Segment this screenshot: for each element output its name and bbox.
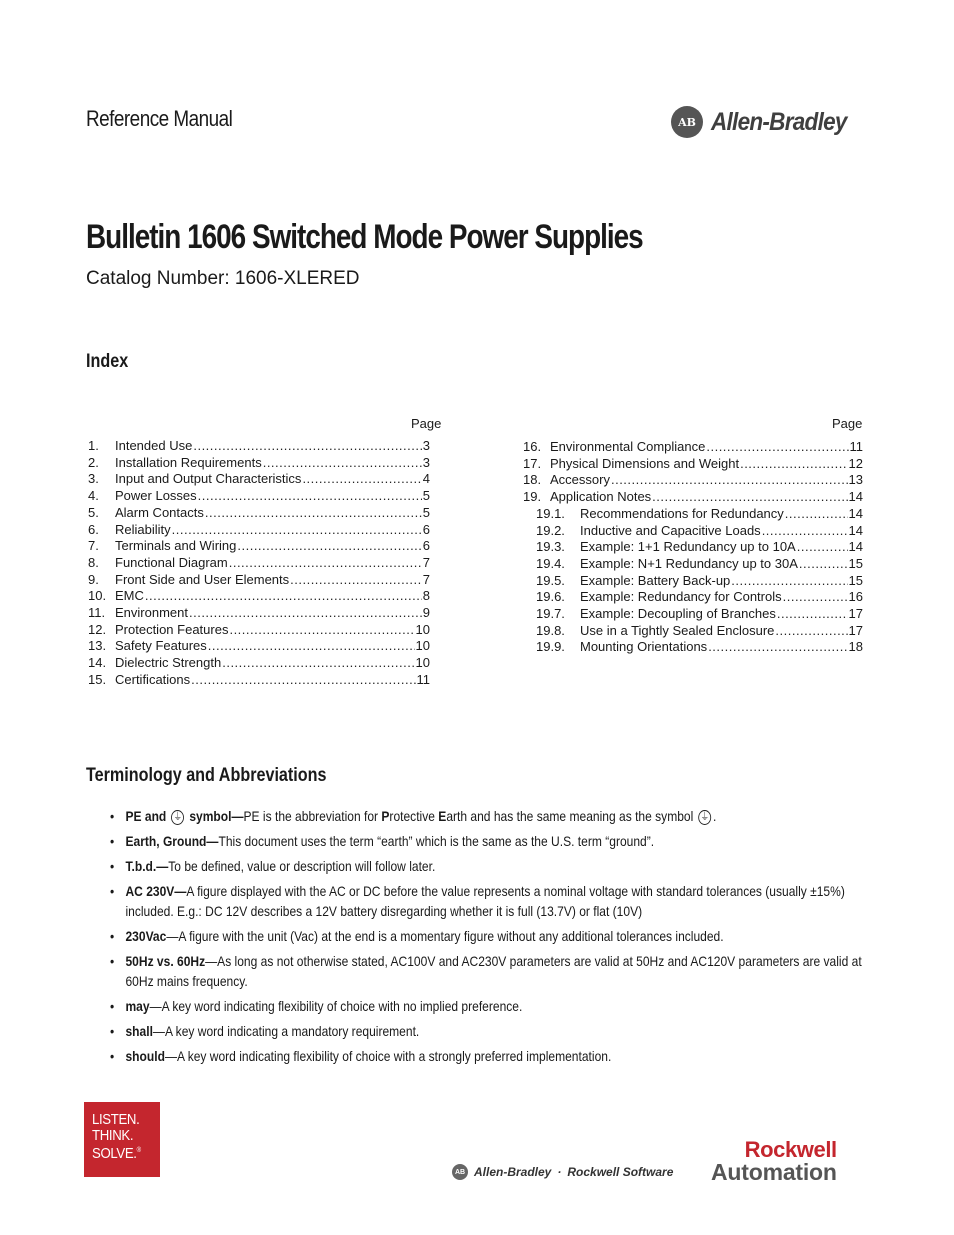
toc-leader (208, 638, 415, 655)
toc-title: EMC (115, 588, 144, 604)
toc-leader (237, 538, 421, 555)
toc-leader (783, 589, 848, 606)
toc-number: 2. (88, 454, 99, 470)
toc-entry[interactable] (523, 489, 863, 506)
toc-number: 3. (88, 471, 99, 487)
term-description: To be defined, value or description will follow later. (168, 858, 436, 874)
toc-number: 11. (88, 605, 106, 621)
toc-title: Protection Features (115, 621, 229, 637)
toc-entry[interactable] (523, 589, 863, 606)
terminology-list (110, 806, 870, 1071)
toc-leader (762, 523, 848, 540)
toc-entry[interactable] (88, 488, 430, 505)
toc-page: 10 (415, 638, 430, 654)
toc-title: Front Side and User Elements (115, 571, 290, 587)
toc-leader (191, 672, 415, 689)
toc-entry[interactable] (88, 555, 430, 572)
term-label: T.b.d.— (125, 858, 169, 874)
toc-number: 19.3. (536, 539, 565, 555)
toc-leader (775, 623, 847, 640)
toc-page: 13 (848, 472, 863, 488)
toc-title: Example: N+1 Redundancy up to 30A (580, 555, 798, 571)
brand-name: Allen-Bradley (711, 107, 847, 136)
toc-title: Certifications (115, 671, 191, 687)
term-label: PE and (125, 808, 167, 824)
toc-entry[interactable] (88, 438, 430, 455)
toc-leader (229, 555, 422, 572)
footer-brands (452, 1164, 673, 1180)
page-column-label: Page (832, 416, 863, 431)
footer-brand: Rockwell Software (567, 1165, 674, 1179)
logo-line: SOLVE. (92, 1145, 137, 1162)
toc-leader (797, 539, 848, 556)
toc-title: Accessory (550, 472, 610, 488)
toc-entry[interactable] (88, 471, 430, 488)
logo-line: THINK. (92, 1126, 134, 1144)
toc-leader (172, 522, 422, 539)
toc-title: Example: Battery Back-up (580, 572, 731, 588)
term-description: —A key word indicating flexibility of choice with a strongly preferred implementation. (164, 1048, 612, 1064)
toc-number: 18. (523, 472, 542, 488)
toc-page: 8 (422, 588, 430, 604)
ab-badge-icon: AB (452, 1164, 468, 1180)
toc-page: 4 (422, 471, 430, 487)
term-description: arth and has the same meaning as the symbol (446, 808, 694, 824)
toc-title: Reliability (115, 521, 171, 537)
toc-number: 19. (523, 489, 542, 505)
term-description: PE is the abbreviation for (243, 808, 382, 824)
toc-page: 6 (422, 521, 430, 537)
toc-entry[interactable] (88, 638, 430, 655)
toc-number: 8. (88, 554, 99, 570)
toc-title: Intended Use (115, 438, 193, 453)
toc-page: 14 (848, 539, 863, 555)
toc-leader (229, 622, 414, 639)
toc-leader (708, 639, 847, 656)
toc-entry[interactable] (88, 622, 430, 639)
toc-number: 19.8. (536, 622, 565, 638)
toc-number: 19.6. (536, 589, 565, 605)
toc-left-column (88, 438, 430, 689)
toc-number: 16. (523, 439, 542, 454)
term-description: rotective (389, 808, 439, 824)
term-description: —As long as not otherwise stated, AC100V and AC230V parameters are valid at 50Hz and AC120V parameters are valid at 60Hz mains frequency. (125, 953, 862, 989)
toc-leader (290, 572, 422, 589)
list-item (110, 806, 891, 826)
list-item (110, 996, 891, 1016)
toc-number: 6. (88, 521, 99, 537)
term-description: —A figure with the unit (Vac) at the end is a momentary figure without any additional tolerances included. (166, 928, 724, 944)
toc-number: 1. (88, 438, 99, 453)
toc-page: 3 (422, 438, 430, 453)
toc-number: 19.9. (536, 639, 565, 655)
toc-page: 11 (849, 439, 863, 454)
page-title: Bulletin 1606 Switched Mode Power Supplies (86, 218, 643, 256)
toc-entry[interactable] (523, 439, 863, 456)
document-type: Reference Manual (86, 106, 233, 131)
toc-leader (222, 655, 414, 672)
footer-brand: Allen-Bradley (474, 1165, 552, 1179)
toc-number: 4. (88, 488, 99, 504)
toc-number: 19.1. (536, 505, 565, 521)
logo-line: Automation (711, 1159, 837, 1185)
toc-entry[interactable] (88, 605, 430, 622)
toc-leader (302, 471, 421, 488)
toc-title: Input and Output Characteristics (115, 471, 302, 487)
toc-page: 15 (848, 555, 863, 571)
toc-entry[interactable] (88, 522, 430, 539)
term-description: . (712, 808, 717, 824)
toc-title: Example: 1+1 Redundancy up to 10A (580, 539, 796, 555)
toc-page: 9 (422, 605, 430, 621)
terminology-heading: Terminology and Abbreviations (86, 765, 327, 786)
toc-number: 17. (523, 455, 542, 471)
toc-entry[interactable] (88, 455, 430, 472)
toc-page: 18 (848, 639, 863, 655)
toc-page: 5 (422, 488, 430, 504)
toc-title: Example: Redundancy for Controls (580, 589, 782, 605)
toc-leader (777, 606, 848, 623)
toc-entry[interactable] (523, 539, 863, 556)
logo-line: Rockwell (744, 1137, 837, 1162)
toc-entry[interactable] (523, 506, 863, 523)
toc-title: Environmental Compliance (550, 439, 706, 454)
toc-leader (706, 439, 848, 456)
term-description: A figure displayed with the AC or DC before the value represents a nominal voltage with standard tolerances (usually ±15%) included. E.g.: DC 12V describes a 12V battery disregarding whether it is full (13.7V) or flat (10V) (125, 883, 845, 919)
toc-leader (145, 588, 422, 605)
list-item (110, 881, 891, 921)
term-label: Earth, Ground— (125, 833, 219, 849)
ab-badge-icon: AB (671, 106, 703, 138)
term-label: shall (125, 1023, 153, 1039)
toc-leader (189, 605, 422, 622)
registered-mark: ® (136, 1147, 141, 1154)
toc-number: 10. (88, 588, 107, 604)
term-description: —A key word indicating a mandatory requirement. (152, 1023, 420, 1039)
term-description: This document uses the term “earth” which is the same as the U.S. term “ground”. (218, 833, 655, 849)
toc-title: Use in a Tightly Sealed Enclosure (580, 622, 775, 638)
list-item (110, 1021, 891, 1041)
logo-line: LISTEN. (92, 1111, 140, 1128)
toc-number: 14. (88, 655, 107, 671)
toc-title: Mounting Orientations (580, 639, 708, 655)
toc-number: 19.7. (536, 606, 565, 622)
term-label: 50Hz vs. 60Hz (125, 953, 206, 969)
toc-leader (198, 488, 422, 505)
toc-leader (205, 505, 422, 522)
toc-entry[interactable] (88, 655, 430, 672)
toc-title: Dielectric Strength (115, 655, 222, 671)
toc-page: 15 (848, 572, 863, 588)
toc-entry[interactable] (523, 472, 863, 489)
toc-page: 14 (848, 505, 863, 521)
toc-page: 14 (848, 522, 863, 538)
toc-entry[interactable] (523, 606, 863, 623)
toc-number: 15. (88, 671, 107, 687)
list-item (110, 951, 891, 991)
toc-leader (785, 506, 848, 523)
toc-page: 10 (415, 655, 430, 671)
listen-think-solve-logo (84, 1102, 160, 1177)
toc-page: 6 (422, 538, 430, 554)
toc-page: 7 (422, 571, 430, 587)
toc-title: Recommendations for Redundancy (580, 505, 784, 521)
term-label: 230Vac (125, 928, 167, 944)
toc-entry[interactable] (523, 556, 863, 573)
term-label: may (125, 998, 150, 1014)
toc-title: Physical Dimensions and Weight (550, 455, 740, 471)
toc-title: Alarm Contacts (115, 504, 204, 520)
toc-title: Inductive and Capacitive Loads (580, 522, 761, 538)
toc-leader (652, 489, 847, 506)
toc-page: 11 (416, 671, 430, 687)
toc-page: 14 (848, 489, 863, 505)
toc-entry[interactable] (88, 672, 430, 689)
protective-earth-icon: ⏚ (698, 810, 711, 825)
list-item (110, 926, 891, 946)
toc-number: 9. (88, 571, 99, 587)
protective-earth-icon: ⏚ (171, 810, 184, 825)
toc-number: 19.2. (536, 522, 565, 538)
term-label: should (125, 1048, 165, 1064)
rockwell-automation-logo (711, 1139, 837, 1183)
catalog-number: Catalog Number: 1606-XLERED (86, 268, 360, 289)
toc-entry[interactable] (523, 456, 863, 473)
toc-number: 12. (88, 621, 107, 637)
term-label: AC 230V— (125, 883, 187, 899)
toc-right-column (523, 439, 863, 656)
toc-page: 7 (422, 554, 430, 570)
term-emphasis: E (438, 808, 447, 824)
toc-leader (611, 472, 848, 489)
toc-entry[interactable] (88, 588, 430, 605)
toc-number: 13. (88, 638, 107, 654)
list-item (110, 1046, 891, 1066)
page-column-label: Page (411, 416, 442, 431)
toc-page: 16 (848, 589, 863, 605)
toc-page: 17 (848, 622, 863, 638)
term-emphasis: P (381, 808, 390, 824)
toc-number: 5. (88, 504, 99, 520)
toc-page: 12 (848, 455, 863, 471)
toc-entry[interactable] (88, 505, 430, 522)
term-description: —A key word indicating flexibility of choice with no implied preference. (149, 998, 523, 1014)
toc-page: 5 (422, 504, 430, 520)
toc-title: Functional Diagram (115, 554, 228, 570)
toc-title: Example: Decoupling of Branches (580, 606, 776, 622)
list-item (110, 856, 891, 876)
toc-title: Terminals and Wiring (115, 538, 237, 554)
toc-leader (799, 556, 848, 573)
toc-page: 3 (422, 454, 430, 470)
term-label: symbol— (189, 808, 244, 824)
toc-entry[interactable] (523, 623, 863, 640)
toc-number: 19.4. (536, 555, 565, 571)
toc-number: 19.5. (536, 572, 565, 588)
toc-page: 10 (415, 621, 430, 637)
toc-leader (731, 573, 847, 590)
toc-title: Installation Requirements (115, 454, 262, 470)
toc-entry[interactable] (523, 573, 863, 590)
toc-title: Safety Features (115, 638, 207, 654)
list-item (110, 831, 891, 851)
toc-entry[interactable] (523, 523, 863, 540)
footer-separator: · (557, 1165, 562, 1179)
toc-page: 17 (848, 606, 863, 622)
toc-entry[interactable] (523, 639, 863, 656)
toc-leader (193, 438, 421, 455)
toc-entry[interactable] (88, 538, 430, 555)
toc-number: 7. (88, 538, 99, 554)
toc-title: Environment (115, 605, 188, 621)
toc-leader (263, 455, 422, 472)
index-heading: Index (86, 351, 129, 372)
allen-bradley-logo (671, 106, 862, 138)
toc-entry[interactable] (88, 572, 430, 589)
toc-title: Power Losses (115, 488, 197, 504)
toc-leader (740, 456, 847, 473)
toc-title: Application Notes (550, 489, 652, 505)
